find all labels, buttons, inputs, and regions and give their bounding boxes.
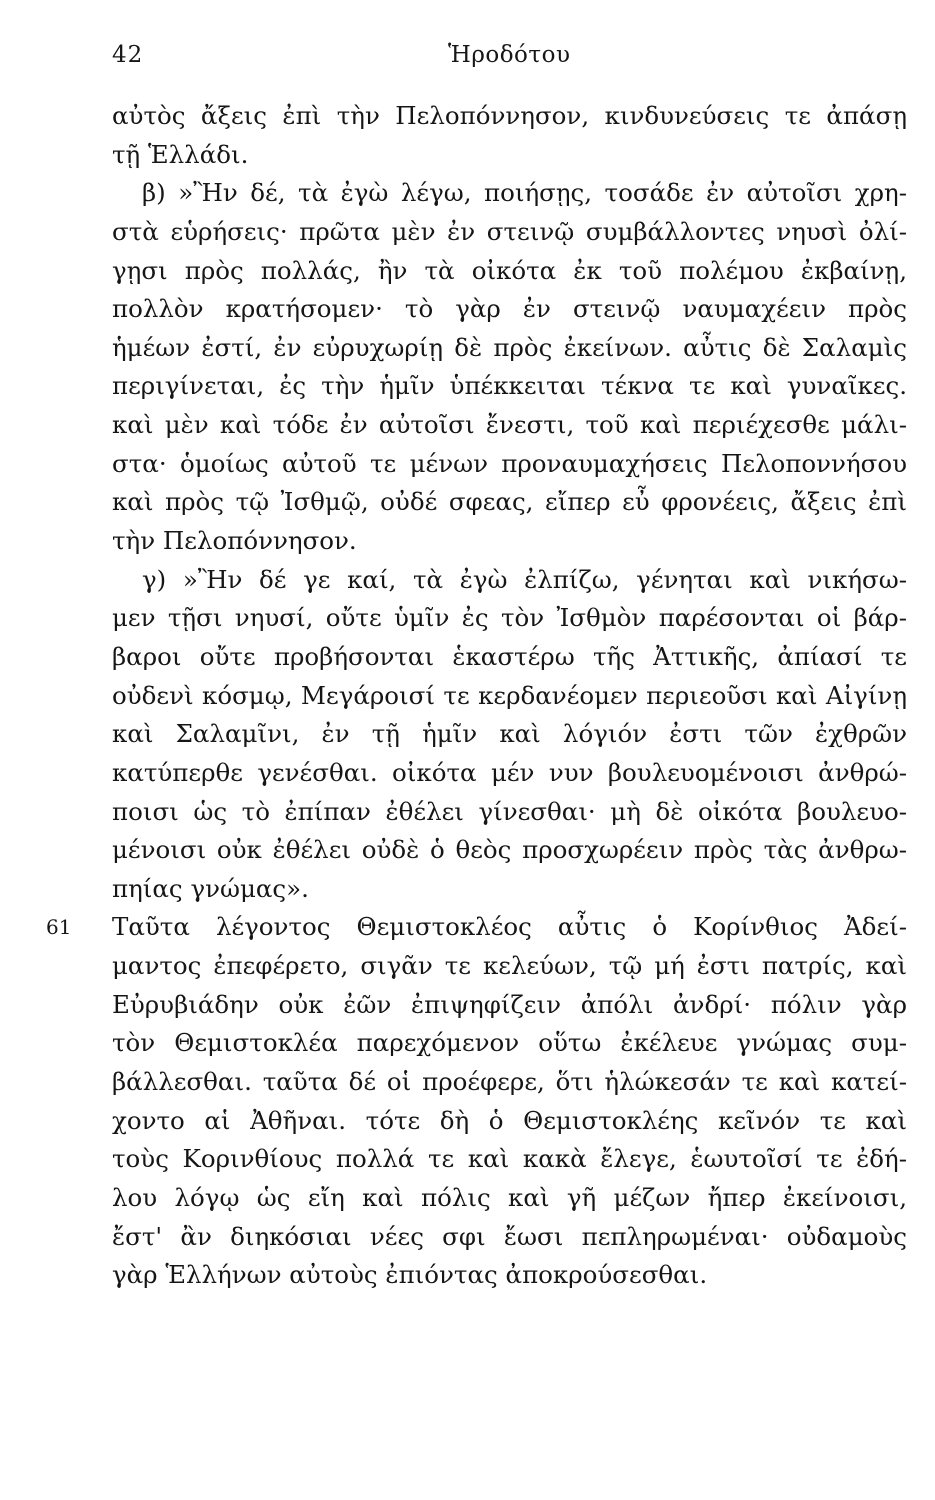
text-line (112, 329, 907, 368)
line-text: ποισι ὡς τὸ ἐπίπαν ἐθέλει γίνεσθαι· μὴ δὲ οἰκότα βουλευο- (112, 796, 907, 826)
page-number: 42 (112, 42, 144, 68)
text-line (112, 754, 907, 793)
line-text: Εὐρυβιάδην οὐκ ἐῶν ἐπιψηφίζειν ἀπόλι ἀνδρί· πόλιν γὰρ (112, 989, 907, 1019)
text-line (112, 97, 907, 136)
line-text: Ταῦτα λέγοντος Θεμιστοκλέος αὖτις ὁ Κορίνθιος Ἀδεί- (112, 912, 907, 942)
line-text: αὐτὸς ἄξεις ἐπὶ τὴν Πελοπόννησον, κινδυνεύσεις τε ἀπάσῃ (112, 101, 907, 130)
text-line (112, 252, 907, 291)
text-line (112, 1256, 907, 1295)
page-header (0, 42, 935, 78)
text-line (112, 947, 907, 986)
line-text: γῃσι πρὸς πολλάς, ἢν τὰ οἰκότα ἐκ τοῦ πολέμου ἐκβαίνῃ, (112, 255, 907, 285)
line-text: ἡμέων ἐστί, ἐν εὐρυχωρίῃ δὲ πρὸς ἐκείνων. αὖτις δὲ Σαλαμὶς (112, 332, 907, 362)
line-text: χοντο αἱ Ἀθῆναι. τότε δὴ ὁ Θεμιστοκλέης κεῖνόν τε καὶ (112, 1105, 907, 1135)
line-text: τοὺς Κορινθίους πολλά τε καὶ κακὰ ἔλεγε, ἑωυτοῖσί τε ἐδή- (112, 1144, 907, 1174)
text-line (112, 522, 907, 561)
text-line (112, 793, 907, 832)
line-text: βαροι οὔτε προβήσονται ἑκαστέρω τῆς Ἀττικῆς, ἀπίασί τε (112, 641, 907, 671)
text-line (112, 290, 907, 329)
text-line (112, 445, 907, 484)
text-line (112, 1102, 907, 1141)
line-text: γὰρ Ἑλλήνων αὐτοὺς ἐπιόντας ἀποκρούσεσθαι. (112, 1260, 708, 1290)
line-text: μένοισι οὐκ ἐθέλει οὐδὲ ὁ θεὸς προσχωρέειν πρὸς τὰς ἀνθρω- (112, 835, 907, 865)
text-line (112, 677, 907, 716)
line-text: μαντος ἐπεφέρετο, σιγᾶν τε κελεύων, τῷ μή ἐστι πατρίς, καὶ (112, 951, 907, 981)
line-text: μεν τῇσι νηυσί, οὔτε ὑμῖν ἐς τὸν Ἰσθμὸν παρέσονται οἱ βάρ- (112, 603, 907, 633)
text-line (46, 908, 907, 947)
text-line (112, 1179, 907, 1218)
running-title: Ἡροδότου (448, 42, 571, 68)
text-line (112, 870, 907, 909)
text-line (112, 367, 907, 406)
chapter-number: 61 (46, 915, 72, 940)
line-text: στὰ εὑρήσεις· πρῶτα μὲν ἐν στεινῷ συμβάλλοντες νηυσὶ ὀλί- (112, 216, 907, 246)
line-text: βάλλεσθαι. ταῦτα δέ οἱ προέφερε, ὅτι ἡλώκεσάν τε καὶ κατεί- (112, 1067, 907, 1097)
line-text: κατύπερθε γενέσθαι. οἰκότα μέν νυν βουλευομένοισι ἀνθρώ- (112, 757, 907, 787)
text-line (112, 483, 907, 522)
line-text: τῇ Ἑλλάδι. (112, 139, 249, 169)
body-text (46, 97, 907, 1295)
line-text: οὐδενὶ κόσμῳ, Μεγάροισί τε κερδανέομεν περιεοῦσι καὶ Αἰγίνῃ (112, 680, 907, 710)
text-line (112, 638, 907, 677)
text-line (112, 1024, 907, 1063)
line-text: ἔστ' ἂν διηκόσιαι νέες σφι ἔωσι πεπληρωμέναι· οὐδαμοὺς (112, 1221, 907, 1251)
line-text: καὶ πρὸς τῷ Ἰσθμῷ, οὐδέ σφεας, εἴπερ εὖ φρονέεις, ἄξεις ἐπὶ (112, 487, 907, 517)
line-text: πηίας γνώμας». (112, 873, 309, 903)
text-line (112, 1218, 907, 1257)
line-text: περιγίνεται, ἐς τὴν ἡμῖν ὑπέκκειται τέκνα τε καὶ γυναῖκες. (112, 371, 907, 401)
text-line (112, 599, 907, 638)
text-line (112, 715, 907, 754)
text-line (112, 986, 907, 1025)
line-text: καὶ μὲν καὶ τόδε ἐν αὐτοῖσι ἔνεστι, τοῦ καὶ περιέχεσθε μάλι- (112, 410, 907, 440)
text-line (112, 1140, 907, 1179)
text-line (112, 1063, 907, 1102)
line-text: καὶ Σαλαμῖνι, ἐν τῇ ἡμῖν καὶ λόγιόν ἐστι τῶν ἐχθρῶν (112, 719, 907, 749)
line-text: λου λόγῳ ὡς εἴη καὶ πόλις καὶ γῆ μέζων ἤπερ ἐκείνοισι, (112, 1182, 907, 1212)
line-text: τὸν Θεμιστοκλέα παρεχόμενον οὕτω ἐκέλευε γνώμας συμ- (112, 1028, 907, 1058)
text-line (112, 174, 907, 213)
text-line (112, 213, 907, 252)
text-line (112, 831, 907, 870)
line-text: γ) »Ἢν δέ γε καί, τὰ ἐγὼ ἐλπίζω, γένηται καὶ νικήσω- (142, 564, 907, 594)
text-line (112, 406, 907, 445)
text-line (112, 136, 907, 175)
line-text: τὴν Πελοπόννησον. (112, 526, 357, 556)
line-text: πολλὸν κρατήσομεν· τὸ γὰρ ἐν στεινῷ ναυμαχέειν πρὸς (112, 294, 907, 324)
text-line (112, 561, 907, 600)
line-text: στα· ὁμοίως αὐτοῦ τε μένων προναυμαχήσεις Πελοποννήσου (112, 448, 907, 478)
line-text: β) »Ἢν δέ, τὰ ἐγὼ λέγω, ποιήσῃς, τοσάδε ἐν αὐτοῖσι χρη- (142, 178, 907, 208)
